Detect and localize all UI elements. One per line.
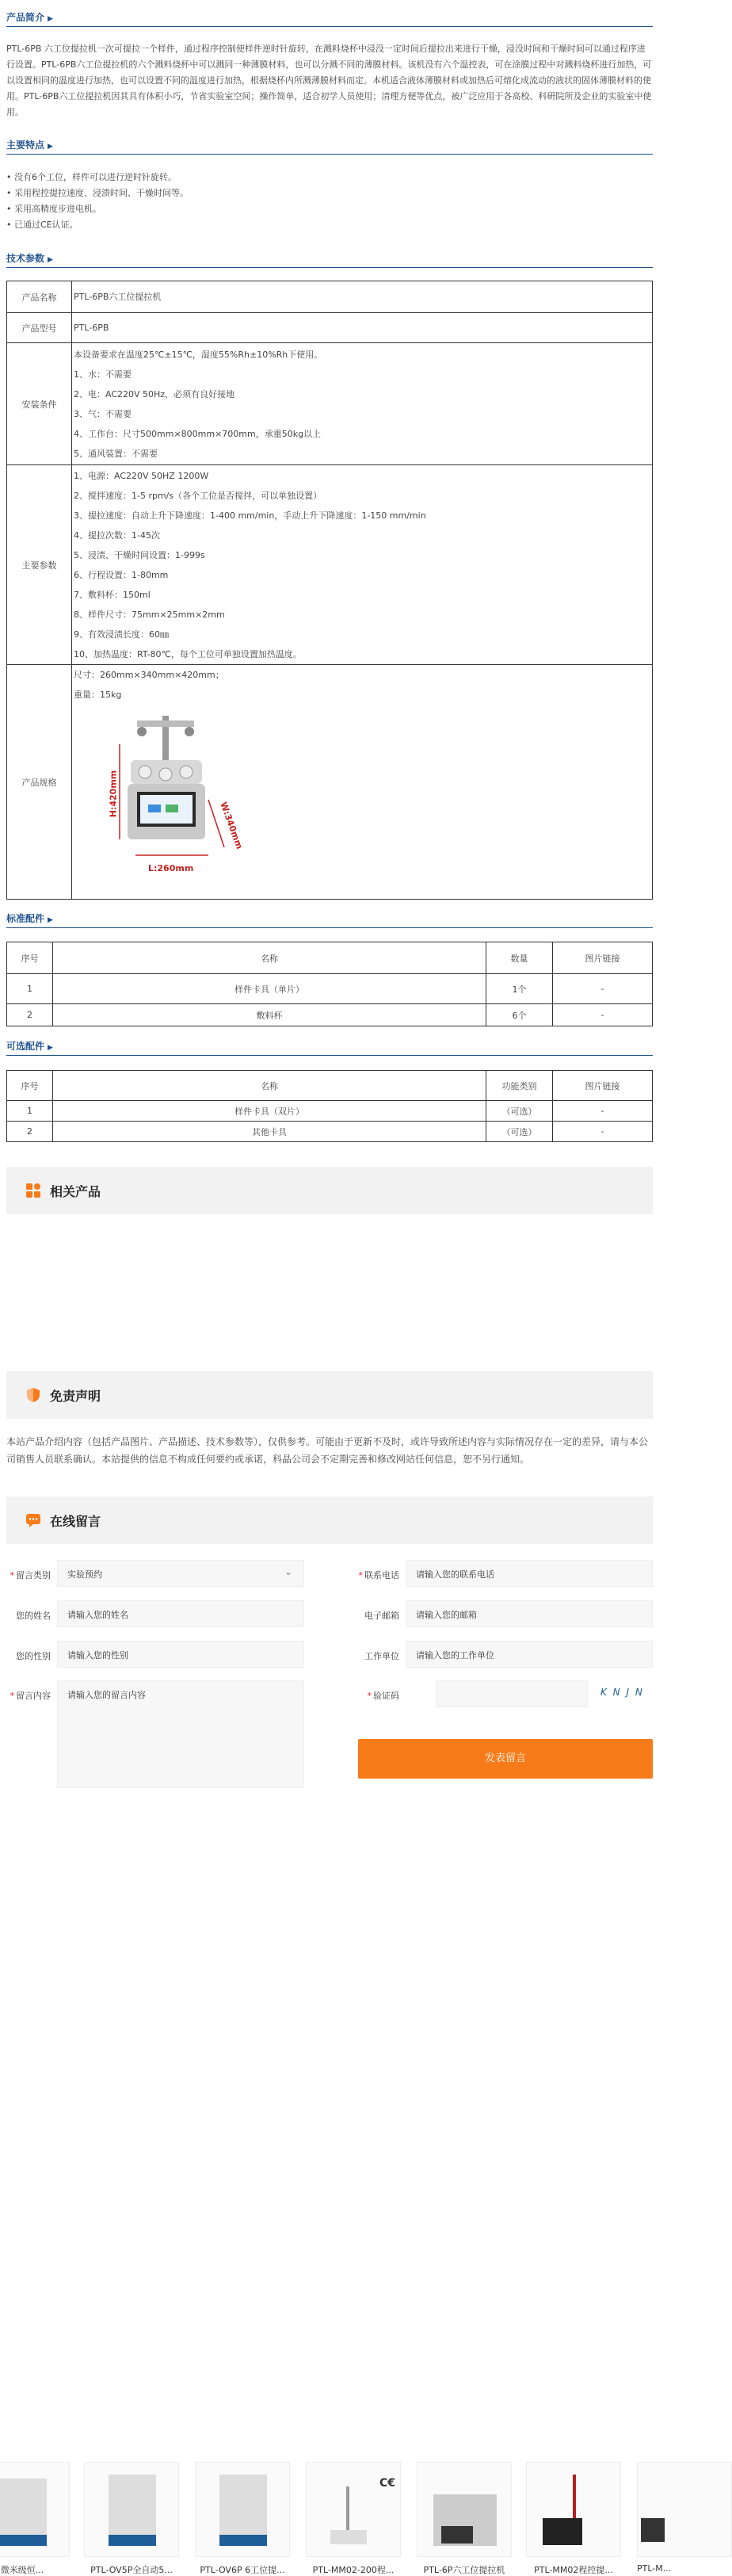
product-caption[interactable]: PTL-M... (637, 2563, 672, 2574)
related-product[interactable] (0, 2462, 70, 2576)
spec-table (6, 281, 653, 900)
spec-line: 2、搅拌速度：1-5 rpm/s（各个工位是否搅拌，可以单独设置） (74, 490, 322, 501)
spec-key: 主要参数 (7, 465, 72, 665)
spec-value (72, 665, 653, 900)
name-input[interactable]: 请输入您的姓名 (57, 1600, 304, 1627)
table-cell: 其他卡具 (53, 1122, 486, 1142)
product-dimension-image (108, 713, 248, 887)
related-product[interactable] (195, 2462, 290, 2576)
related-title: 相关产品 (50, 1184, 101, 1199)
spec-line: 5、通风装置：不需要 (74, 448, 158, 459)
spec-key: 产品型号 (7, 313, 72, 343)
table-row (7, 1004, 653, 1026)
table-cell: 2 (7, 1122, 53, 1142)
spec-line: 5、浸渍、干燥时间设置：1-999s (74, 549, 205, 560)
spec-line: 1、电源：AC220V 50HZ 1200W (74, 470, 209, 481)
spec-value (72, 343, 653, 465)
product-thumb[interactable] (195, 2462, 290, 2557)
table-header: 序号 (7, 942, 53, 974)
product-caption[interactable]: PTL-OV6P 6工位提... (200, 2565, 285, 2575)
product-thumb[interactable] (526, 2462, 621, 2557)
name-label: 您的姓名 (16, 1611, 51, 1621)
table-header: 功能类别 (486, 1071, 553, 1101)
product-thumb[interactable] (0, 2462, 70, 2557)
arrow-right-icon: ▶ (48, 256, 53, 264)
select-value: 实验预约 (67, 1569, 102, 1580)
phone-label (352, 1569, 399, 1581)
disclaimer-header (6, 1371, 653, 1419)
email-label: 电子邮箱 (364, 1611, 399, 1621)
feature-item: • 采用高精度步进电机。 (6, 201, 653, 217)
ce-mark-icon: C€ (379, 2477, 396, 2490)
spec-value: PTL-6PB (72, 313, 653, 343)
spec-value: PTL-6PB六工位提拉机 (72, 281, 653, 313)
submit-button[interactable]: 发表留言 (358, 1739, 653, 1779)
spec-line: 9、有效浸渍长度：60㎜ (74, 629, 169, 640)
content-textarea[interactable]: 请输入您的留言内容 (57, 1680, 304, 1788)
form-title: 在线留言 (50, 1514, 101, 1529)
spec-line: 本设备要求在温度25℃±15℃，湿度55%Rh±10%Rh下使用。 (74, 349, 323, 360)
required-mark: * (10, 1570, 14, 1580)
table-cell: - (553, 1122, 653, 1142)
related-product[interactable] (526, 2462, 621, 2576)
intro-title: 产品简介 ▶ (6, 10, 653, 27)
related-header (6, 1167, 653, 1214)
type-select[interactable] (57, 1560, 304, 1587)
grid-icon (25, 1183, 41, 1198)
spec-line: 7、敷料杯：150ml (74, 589, 151, 600)
spec-line: 10、加热温度：RT-80℃，每个工位可单独设置加热温度。 (74, 648, 302, 659)
spec-line: 2、电：AC220V 50Hz，必须有良好接地 (74, 388, 235, 399)
table-row (7, 974, 653, 1004)
table-cell: 1个 (486, 974, 553, 1004)
captcha-input[interactable] (436, 1680, 588, 1707)
spec-key: 产品规格 (7, 665, 72, 900)
table-header: 名称 (53, 1071, 486, 1101)
related-product[interactable] (417, 2462, 512, 2576)
spec-line: 8、样件尺寸：75mm×25mm×2mm (74, 609, 225, 620)
dim-height-label: H:420mm (108, 770, 119, 818)
required-mark: * (367, 1691, 372, 1701)
product-caption[interactable]: 微米级恒... (0, 2565, 44, 2575)
content-label (3, 1689, 51, 1702)
standard-title: 标准配件 ▶ (6, 911, 653, 928)
feature-item: • 没有6个工位，样件可以进行逆时针旋转。 (6, 170, 653, 185)
features-title: 主要特点 ▶ (6, 137, 653, 155)
product-caption[interactable]: PTL-MM02程控提... (534, 2565, 613, 2575)
arrow-right-icon: ▶ (48, 15, 53, 23)
related-product[interactable] (84, 2462, 179, 2576)
required-mark: * (10, 1691, 14, 1701)
related-product[interactable] (637, 2462, 732, 2574)
product-thumb[interactable] (84, 2462, 179, 2557)
captcha-label (352, 1689, 399, 1702)
product-thumb[interactable] (306, 2462, 401, 2557)
table-header: 序号 (7, 1071, 53, 1101)
table-cell: 1 (7, 974, 53, 1004)
spec-line: 3、提拉速度：自动上升下降速度：1-400 mm/min，手动上升下降速度：1-150 mm/min (74, 510, 426, 521)
table-cell: 样件卡具（单片） (53, 974, 486, 1004)
chevron-down-icon: ⌄ (284, 1566, 292, 1577)
optional-title: 可选配件 ▶ (6, 1038, 653, 1056)
spec-key: 安装条件 (7, 343, 72, 465)
feature-item: • 采用程控提拉速度、浸溃时间、干燥时间等。 (6, 185, 653, 201)
arrow-right-icon: ▶ (48, 1044, 53, 1052)
product-caption[interactable]: PTL-6P六工位提拉机 (423, 2565, 505, 2575)
disclaimer-text: 本站产品介绍内容（包括产品图片、产品描述、技术参数等），仅供参考。可能由于更新不及时，或许导致所述内容与实际情况存在一定的差异，请与本公司销售人员联系确认。本站提供的信息不构成任何要约或承诺，科晶公司会不定期完善和修改网站任何信息，恕不另行通知。 (6, 1436, 649, 1465)
intro-text: PTL-6PB 六工位提拉机一次可提拉一个样件，通过程序控制使样件逆时针旋转，在溅料烧杯中浸没一定时间后提拉出来进行干燥，浸没时间和干燥时间可以通过程序进行设置。PTL-6PB六工位提拉机的六个溅料烧杯中可以溅同一种薄膜材料，也可以分溅不同的薄膜材料。该机没有六个温控表，可在涂膜过程中对溅料烧杯进行加热，可以设置相同的温度进行加热，也可以设置不同的温度进行加热，根据烧杯内所溅薄膜材料而定。本机适合液体薄膜材料或加热后可熔化成流动的液状的固体薄膜材料的使用。PTL-6PB六工位提拉机因其具有体积小巧，节省实验室空间；操作简单，适合初学人员使用；清理方便等优点，被广泛应用于各高校、科研院所及企业的实验室中使用。 (6, 44, 652, 117)
product-thumb[interactable] (417, 2462, 512, 2557)
field-label: 联系电话 (364, 1570, 399, 1580)
field-label: 验证码 (373, 1691, 399, 1701)
company-input[interactable]: 请输入您的工作单位 (406, 1641, 653, 1668)
table-cell: 6个 (486, 1004, 553, 1026)
gender-input[interactable]: 请输入您的性别 (57, 1641, 304, 1668)
related-product[interactable] (306, 2462, 401, 2576)
spec-line: 4、提拉次数：1-45次 (74, 529, 160, 541)
table-header: 数量 (486, 942, 553, 974)
company-label: 工作单位 (364, 1651, 399, 1661)
arrow-right-icon: ▶ (48, 143, 53, 151)
dim-length-label: L:260mm (148, 863, 194, 873)
product-thumb[interactable] (637, 2462, 732, 2557)
specs-title: 技术参数 ▶ (6, 250, 653, 268)
dim-width-label: W:340mm (218, 801, 245, 850)
table-header: 名称 (53, 942, 486, 974)
table-row (7, 1101, 653, 1122)
spec-key: 产品名称 (7, 281, 72, 313)
optional-table (6, 1070, 653, 1142)
spec-line: 3、气：不需要 (74, 408, 132, 419)
spec-line: 尺寸：260mm×340mm×420mm； (74, 670, 224, 680)
arrow-right-icon: ▶ (48, 916, 53, 924)
table-cell: （可选） (486, 1122, 553, 1142)
email-input[interactable]: 请输入您的邮箱 (406, 1600, 653, 1627)
type-label (3, 1569, 51, 1581)
table-cell: - (553, 1004, 653, 1026)
table-row (7, 1122, 653, 1142)
spec-line: 1、水：不需要 (74, 369, 132, 380)
disclaimer-title: 免责声明 (50, 1389, 101, 1404)
product-caption[interactable]: PTL-MM02-200程... (312, 2565, 395, 2575)
message-icon (25, 1512, 41, 1528)
shield-icon (25, 1387, 41, 1403)
table-cell: （可选） (486, 1101, 553, 1122)
field-label: 留言类别 (16, 1570, 51, 1580)
table-header: 图片链接 (553, 1071, 653, 1101)
table-cell: 1 (7, 1101, 53, 1122)
table-cell: 样件卡具（双片） (53, 1101, 486, 1122)
spec-value (72, 465, 653, 665)
feature-item: • 已通过CE认证。 (6, 217, 653, 233)
spec-line: 6、行程设置：1-80mm (74, 569, 169, 580)
required-mark: * (358, 1570, 363, 1580)
table-header: 图片链接 (553, 942, 653, 974)
gender-label: 您的性别 (16, 1651, 51, 1661)
spec-line: 4、工作台：尺寸500mm×800mm×700mm，承重50kg以上 (74, 428, 322, 439)
field-label: 留言内容 (16, 1691, 51, 1701)
table-cell: - (553, 1101, 653, 1122)
features-list (6, 170, 653, 233)
table-cell: 2 (7, 1004, 53, 1026)
phone-input[interactable]: 请输入您的联系电话 (406, 1560, 653, 1587)
standard-table (6, 942, 653, 1026)
product-caption[interactable]: PTL-OV5P全自动5... (90, 2565, 173, 2575)
table-cell: 敷料杯 (53, 1004, 486, 1026)
spec-line: 重量：15kg (74, 690, 122, 700)
form-header (6, 1496, 653, 1544)
captcha-image[interactable]: K N J N (600, 1687, 644, 1698)
table-cell: - (553, 974, 653, 1004)
